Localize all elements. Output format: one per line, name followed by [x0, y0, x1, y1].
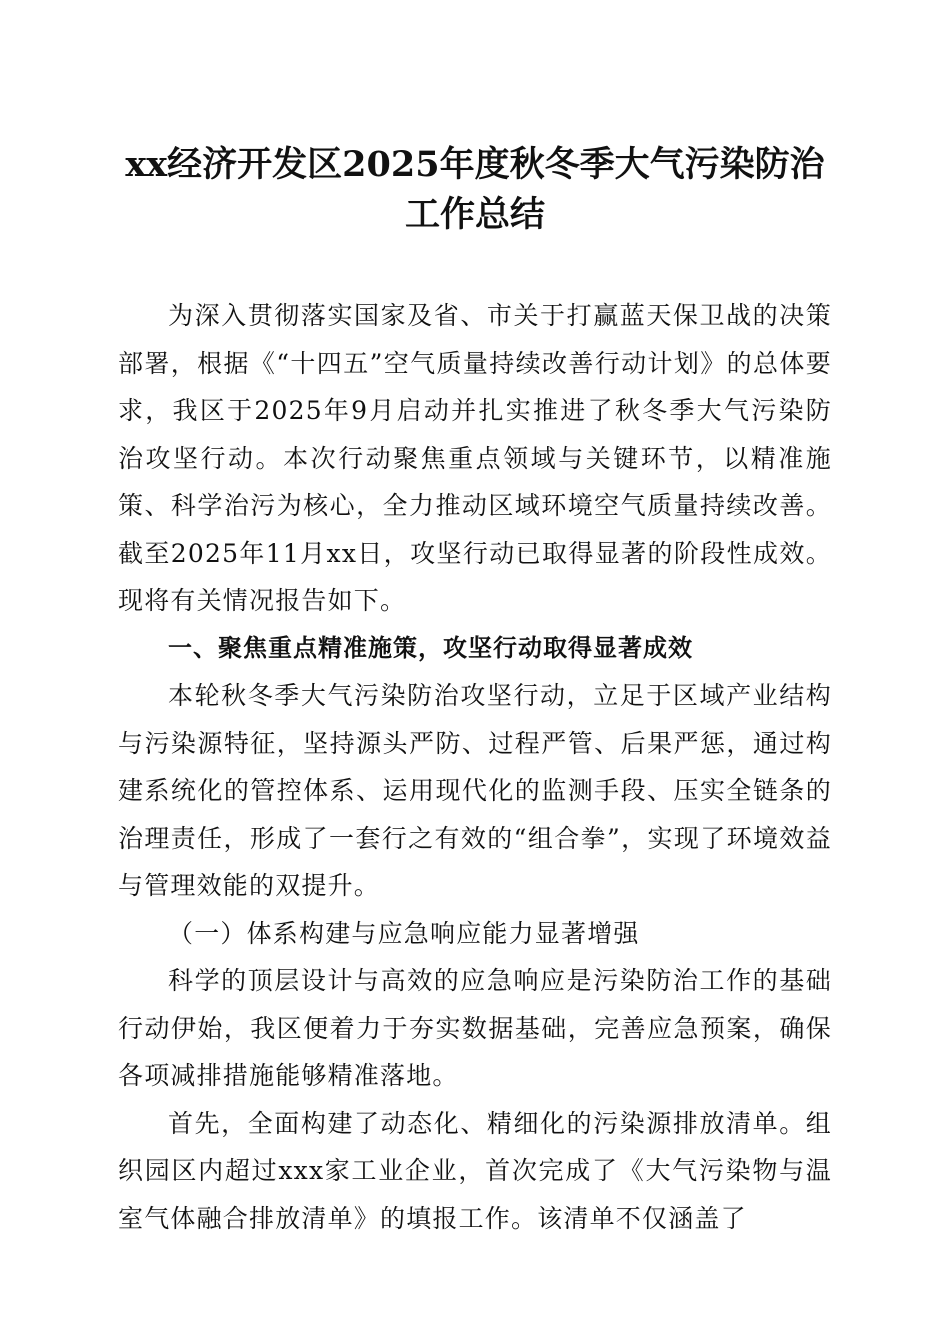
subsection-1-paragraph-1: 科学的顶层设计与高效的应急响应是污染防治工作的基础行动伊始，我区便着力于夯实数据基础，完善应急预案，确保各项减排措施能够精准落地。	[118, 966, 832, 1090]
title-line-1: xx经济开发区2025年度秋冬季大气污染防治	[125, 144, 825, 185]
section-1-paragraph: 本轮秋冬季大气污染防治攻坚行动，立足于区域产业结构与污染源特征，坚持源头严防、过程严管、后果严惩，通过构建系统化的管控体系、运用现代化的监测手段、压实全链条的治理责任，形成了一套行之有效的“组合拳”，实现了环境效益与管理效能的双提升。	[118, 681, 832, 900]
section-heading-1: 一、聚焦重点精准施策，攻坚行动取得显著成效	[168, 633, 693, 662]
subsection-heading-1: （一）体系构建与应急响应能力显著增强	[168, 918, 640, 948]
intro-paragraph: 为深入贯彻落实国家及省、市关于打赢蓝天保卫战的决策部署，根据《“十四五”空气质量持续改善行动计划》的总体要求，我区于2025年9月启动并扎实推进了秋冬季大气污染防治攻坚行动。本次行动聚焦重点领域与关键环节，以精准施策、科学治污为核心，全力推动区域环境空气质量持续改善。截至2025年11月xx日，攻坚行动已取得显著的阶段性成效。现将有关情况报告如下。	[118, 301, 832, 615]
title-line-2: 工作总结	[404, 194, 545, 235]
subsection-1-paragraph-2: 首先，全面构建了动态化、精细化的污染源排放清单。组织园区内超过xxx家工业企业，首次完成了《大气污染物与温室气体融合排放清单》的填报工作。该清单不仅涵盖了	[118, 1108, 832, 1233]
document-title	[118, 140, 832, 240]
